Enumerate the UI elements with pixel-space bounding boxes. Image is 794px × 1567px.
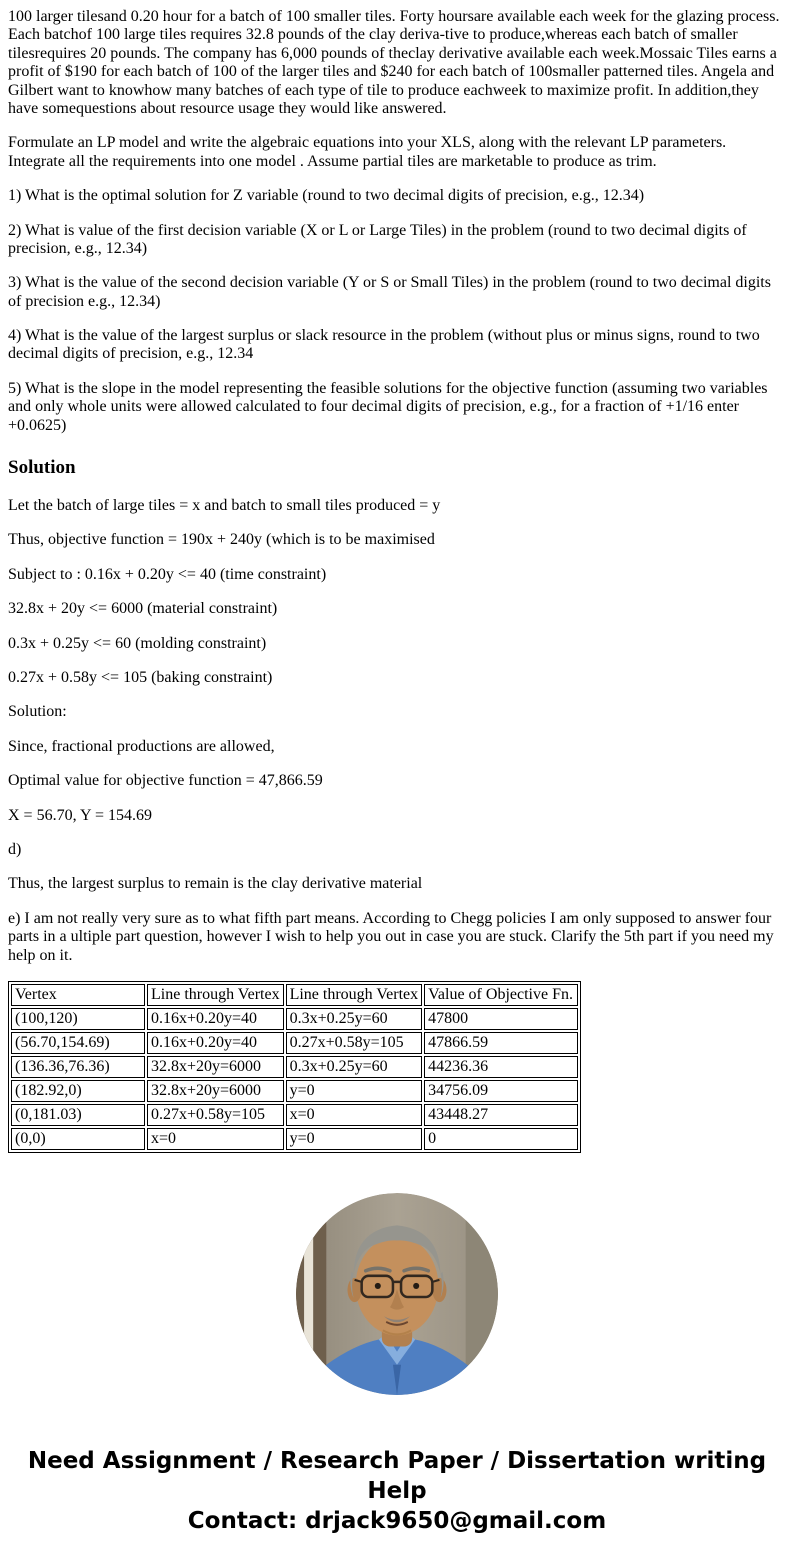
table-cell: 47800 (424, 1008, 578, 1030)
table-row (11, 1008, 578, 1030)
table-cell: y=0 (286, 1128, 423, 1150)
question-2: 2) What is value of the first decision variable (X or L or Large Tiles) in the problem (round to two decimal digits of precision, e.g., 12.34) (8, 221, 747, 257)
footer-contact-text: Contact: drjack9650@gmail.com (187, 1507, 607, 1534)
tutor-photo-illustration (296, 1193, 498, 1395)
solution-line-12: Thus, the largest surplus to remain is the clay derivative material (8, 875, 423, 893)
avatar (296, 1193, 498, 1395)
table-cell: 0.16x+0.20y=40 (147, 1032, 284, 1054)
table-cell: (100,120) (11, 1008, 145, 1030)
table-cell: 47866.59 (424, 1032, 578, 1054)
table-cell: y=0 (286, 1080, 423, 1102)
table-cell: 34756.09 (424, 1080, 578, 1102)
table-cell: x=0 (147, 1128, 284, 1150)
table-header-line2: Line through Vertex (286, 984, 423, 1006)
table-cell: 0 (424, 1128, 578, 1150)
table-row (11, 1104, 578, 1126)
question-1: 1) What is the optimal solution for Z variable (round to two decimal digits of precision, e.g., 12.34) (8, 187, 645, 205)
solution-line-11: d) (8, 840, 22, 858)
table-cell: x=0 (286, 1104, 423, 1126)
solution-line-7: Solution: (8, 703, 67, 721)
solution-line-10: X = 56.70, Y = 154.69 (8, 806, 152, 824)
table-cell: 44236.36 (424, 1056, 578, 1078)
table-cell: 0.27x+0.58y=105 (147, 1104, 284, 1126)
intro-paragraph: 100 larger tilesand 0.20 hour for a batch of 100 smaller tiles. Forty hoursare available each week for the glazing process. Each batchof 100 large tiles requires 32.8 pounds of the clay deriva-tive to produce,whereas each batch of smaller tilesrequires 20 pounds. The company has 6,000 pounds of theclay derivative available each week.Mossaic Tiles earns a profit of $190 for each batch of 100 of the larger tiles and $240 for each batch of 100smaller patterned tiles. Angela and Gilbert want to knowhow many batches of each type of tile to produce eachweek to maximize profit. In addition,they have somequestions about resource usage they would like answered. (8, 8, 780, 117)
solution-line-13: e) I am not really very sure as to what fifth part means. According to Chegg policies I am only supposed to answer four parts in a ultiple part question, however I wish to help you out in case you are stuck. Clarify the 5th part if you need my help on it. (8, 909, 774, 964)
table-cell: (182.92,0) (11, 1080, 145, 1102)
table-header-vertex: Vertex (11, 984, 145, 1006)
question-5: 5) What is the slope in the model representing the feasible solutions for the objective function (assuming two variables and only whole units were allowed calculated to four decimal digits of precision, e.g., for a fraction of +1/16 enter +0.0625) (8, 379, 768, 434)
solution-line-3: Subject to : 0.16x + 0.20y <= 40 (time constraint) (8, 565, 327, 583)
table-cell: 0.3x+0.25y=60 (286, 1008, 423, 1030)
table-cell: 32.8x+20y=6000 (147, 1056, 284, 1078)
question-3: 3) What is the value of the second decision variable (Y or S or Small Tiles) in the problem (round to two decimal digits of precision e.g., 12.34) (8, 274, 771, 310)
solution-line-9: Optimal value for objective function = 47,866.59 (8, 772, 323, 790)
table-cell: 32.8x+20y=6000 (147, 1080, 284, 1102)
vertex-table (8, 981, 581, 1153)
table-cell: (0,0) (11, 1128, 145, 1150)
table-row (11, 1032, 578, 1054)
footer (8, 1447, 786, 1537)
solution-line-5: 0.3x + 0.25y <= 60 (molding constraint) (8, 634, 267, 652)
table-cell: (136.36,76.36) (11, 1056, 145, 1078)
footer-help-text: Need Assignment / Research Paper / Dissertation writing Help (27, 1447, 767, 1504)
table-row (11, 1056, 578, 1078)
question-4: 4) What is the value of the largest surplus or slack resource in the problem (without plus or minus signs, round to two decimal digits of precision, e.g., 12.34 (8, 327, 760, 363)
solution-line-2: Thus, objective function = 190x + 240y (which is to be maximised (8, 531, 435, 549)
table-cell: 43448.27 (424, 1104, 578, 1126)
solution-line-4: 32.8x + 20y <= 6000 (material constraint) (8, 600, 278, 618)
table-row (11, 1128, 578, 1150)
task-paragraph: Formulate an LP model and write the algebraic equations into your XLS, along with the relevant LP parameters. Integrate all the requirements into one model . Assume partial tiles are marketable to produce as trim. (8, 134, 727, 170)
table-cell: 0.27x+0.58y=105 (286, 1032, 423, 1054)
solution-heading: Solution (8, 457, 76, 479)
solution-line-8: Since, fractional productions are allowed, (8, 737, 275, 755)
table-cell: (0,181.03) (11, 1104, 145, 1126)
table-header-row (11, 984, 578, 1006)
table-cell: 0.3x+0.25y=60 (286, 1056, 423, 1078)
table-header-objective: Value of Objective Fn. (424, 984, 578, 1006)
solution-line-6: 0.27x + 0.58y <= 105 (baking constraint) (8, 668, 273, 686)
table-cell: (56.70,154.69) (11, 1032, 145, 1054)
table-row (11, 1080, 578, 1102)
table-cell: 0.16x+0.20y=40 (147, 1008, 284, 1030)
table-header-line1: Line through Vertex (147, 984, 284, 1006)
solution-line-1: Let the batch of large tiles = x and batch to small tiles produced = y (8, 497, 441, 515)
